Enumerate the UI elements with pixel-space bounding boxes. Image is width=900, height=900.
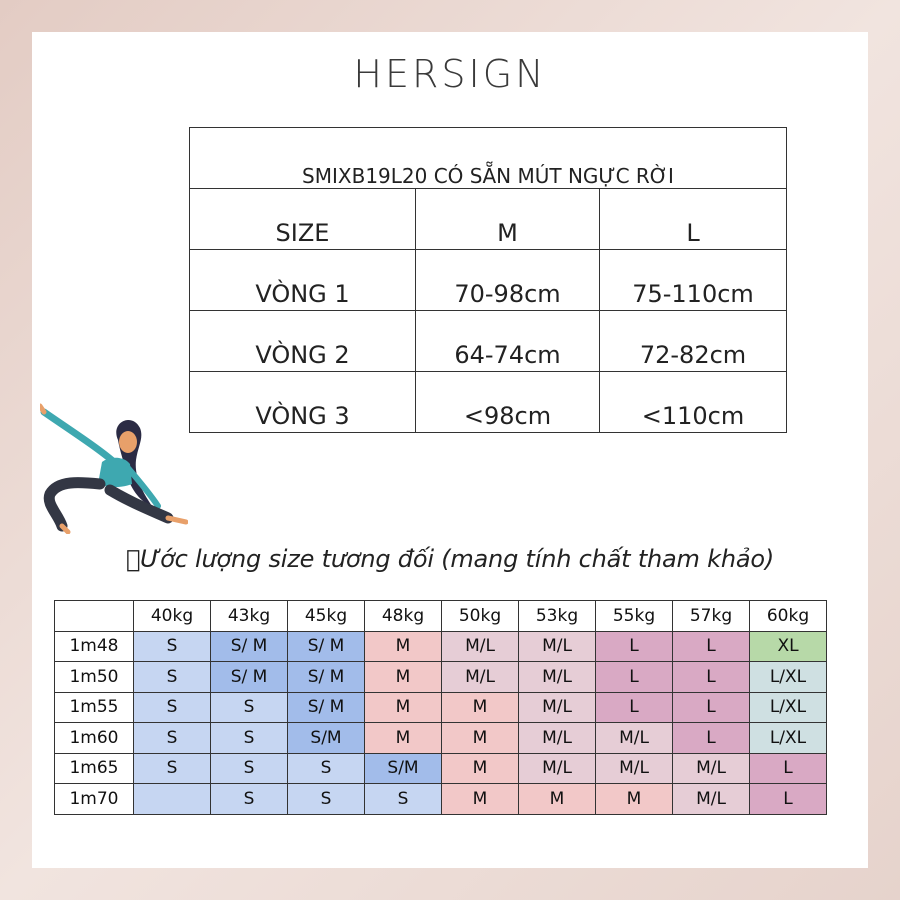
size-cell: S [134,631,211,662]
spec-value: 64-74cm [416,311,600,372]
yoga-woman-illustration [40,402,188,534]
size-cell: M/L [596,723,673,754]
spec-value: 75-110cm [600,250,787,311]
size-cell: M/L [673,784,750,815]
spec-value: 72-82cm [600,311,787,372]
size-cell: M/L [519,631,596,662]
height-label: 1m70 [55,784,134,815]
size-cell: L/XL [750,723,827,754]
spec-value: <110cm [600,372,787,433]
weight-header: 50kg [442,601,519,632]
spec-header-l: L [600,189,787,250]
size-cell: M/L [519,753,596,784]
size-cell: M/L [442,662,519,693]
size-cell: S [134,662,211,693]
size-cell: M/L [673,753,750,784]
size-cell: M [442,753,519,784]
size-cell: L [596,692,673,723]
size-cell: S/ M [288,662,365,693]
size-cell: S [134,692,211,723]
size-cell: L/XL [750,662,827,693]
brand-logo: HERSIGN [353,52,547,96]
size-cell: M [596,784,673,815]
size-cell: M/L [519,662,596,693]
spec-label: VÒNG 3 [190,372,416,433]
size-cell: S/ M [211,662,288,693]
weight-header: 43kg [211,601,288,632]
size-cell: M/L [519,723,596,754]
spec-header-size: SIZE [190,189,416,250]
spec-label: VÒNG 1 [190,250,416,311]
size-cell: L [673,692,750,723]
weight-header: 48kg [365,601,442,632]
corner-cell [55,601,134,632]
size-estimate-table [54,600,827,815]
size-cell: M [442,784,519,815]
spec-row [190,250,787,311]
weight-header: 55kg [596,601,673,632]
spec-label: VÒNG 2 [190,311,416,372]
size-cell: S [288,753,365,784]
size-cell: M [365,662,442,693]
size-cell: M [442,723,519,754]
size-cell: L/XL [750,692,827,723]
size-cell: L [673,631,750,662]
weight-header: 40kg [134,601,211,632]
weight-header-row [55,601,827,632]
size-cell: L [596,662,673,693]
spec-header-m: M [416,189,600,250]
size-cell: M [519,784,596,815]
height-row [55,662,827,693]
size-cell: S [211,753,288,784]
size-cell: L [673,723,750,754]
size-estimate-note: 􏰀Ước lượng size tương đối (mang tính chất tham khảo) [125,545,775,573]
spec-row [190,372,787,433]
size-cell: S [288,784,365,815]
height-row [55,753,827,784]
size-cell: L [596,631,673,662]
size-cell: S [211,784,288,815]
weight-header: 60kg [750,601,827,632]
spec-title: SMIXB19L20 CÓ SẴN MÚT NGỰC RỜI [190,128,787,189]
size-cell: M/L [596,753,673,784]
size-cell: S [134,723,211,754]
height-label: 1m50 [55,662,134,693]
size-cell: S/M [365,753,442,784]
height-label: 1m65 [55,753,134,784]
spec-value: <98cm [416,372,600,433]
size-cell: S [211,692,288,723]
spec-value: 70-98cm [416,250,600,311]
size-spec-table [189,127,787,433]
height-label: 1m48 [55,631,134,662]
size-cell: S/ M [288,692,365,723]
weight-header: 57kg [673,601,750,632]
height-row [55,784,827,815]
height-row [55,692,827,723]
height-row [55,631,827,662]
size-cell: M/L [442,631,519,662]
height-label: 1m60 [55,723,134,754]
weight-header: 53kg [519,601,596,632]
size-cell: M [365,723,442,754]
size-cell: S [365,784,442,815]
weight-header: 45kg [288,601,365,632]
spec-row [190,311,787,372]
size-cell: S [211,723,288,754]
size-cell: S/ M [211,631,288,662]
size-cell: M [365,631,442,662]
size-cell: S/ M [288,631,365,662]
size-cell: XL [750,631,827,662]
size-cell: M [365,692,442,723]
size-cell: L [673,662,750,693]
size-cell: L [750,784,827,815]
size-cell: S [134,753,211,784]
spec-header-row [190,189,787,250]
size-cell: M/L [519,692,596,723]
size-cell: S/M [288,723,365,754]
height-row [55,723,827,754]
height-label: 1m55 [55,692,134,723]
size-cell: M [442,692,519,723]
size-cell: L [750,753,827,784]
size-cell [134,784,211,815]
